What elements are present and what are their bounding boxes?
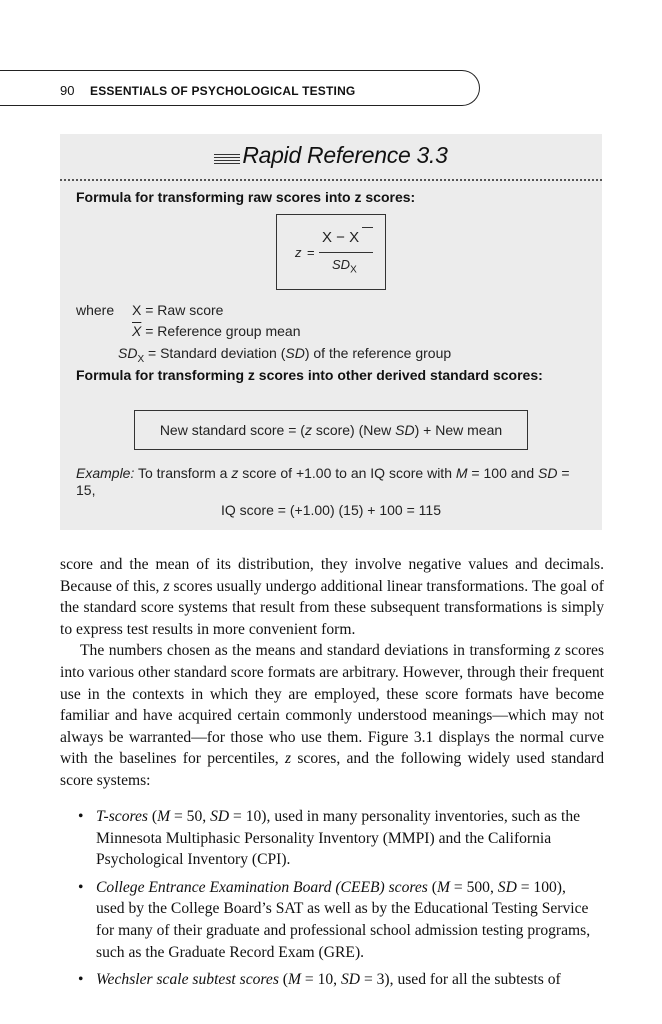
- rapid-reference-title: Rapid Reference 3.3: [242, 142, 448, 168]
- bullet-desc: , used for all the subtests of: [389, 971, 561, 989]
- symbol-x: X: [132, 302, 142, 318]
- para1-a: score and the mean of its distribution, they involve negative values and decimals. Because of this,: [60, 556, 604, 595]
- bullet-sd: SD: [497, 878, 517, 896]
- formula-numerator-text: X − X: [322, 229, 360, 246]
- bullet-params-a: (: [427, 878, 437, 896]
- bullet-params-a: (: [278, 971, 288, 989]
- list-item: [78, 877, 598, 963]
- bullet-dot: •: [78, 808, 84, 825]
- dotted-divider: [60, 179, 602, 181]
- ns-formula-z: z: [304, 422, 312, 438]
- list-item: [78, 969, 598, 991]
- bullet-params-c: = 10): [229, 808, 267, 825]
- bullet-desc: , used in many personality inventories, such as the Minnesota Multiphasic Personality Inventory (MMPI) and the California Psychological Inventory (CPI).: [96, 808, 581, 869]
- numerator-mean-overline: [362, 227, 373, 228]
- body-text: [60, 554, 604, 792]
- page-number: 90: [60, 83, 75, 98]
- bullet-term: T-scores: [96, 808, 148, 825]
- def-sd-a: = Standard deviation (: [148, 345, 286, 361]
- ns-formula-b: score) (New: [311, 422, 396, 438]
- example-b: score of +1.00 to an IQ score with: [238, 465, 456, 481]
- ns-formula-a: New standard score = (: [159, 422, 305, 438]
- z-formula-box: [276, 214, 386, 290]
- formula-z: z: [295, 245, 302, 260]
- example-label: Example:: [76, 465, 135, 481]
- list-item: [78, 806, 598, 871]
- where-line-raw: [132, 302, 223, 318]
- bullet-params-c: = 100): [516, 878, 563, 896]
- heading-z-to-derived: Formula for transforming z scores into other derived standard scores:: [76, 367, 543, 383]
- example-c: = 100 and: [467, 465, 538, 481]
- formula-denominator-main: SD: [332, 257, 351, 272]
- paragraph-2: [60, 640, 604, 791]
- para1-b: scores usually undergo additional linear transformations. The goal of the standard score systems that result from these subsequent transformations is simply to express test results in more convenient form.: [60, 577, 604, 638]
- para2-z2: z: [284, 750, 292, 768]
- running-head: ESSENTIALS OF PSYCHOLOGICAL TESTING: [90, 84, 356, 98]
- example-a: To transform a: [134, 465, 232, 481]
- rapid-reference-box: [60, 134, 602, 530]
- example-text: [76, 465, 586, 499]
- example-d: = 15,: [76, 465, 570, 498]
- standard-score-list: [78, 806, 598, 991]
- bullet-params-b: = 500,: [449, 878, 498, 896]
- bullet-term: College Entrance Examination Board (CEEB) scores: [96, 878, 428, 896]
- para2-c: scores, and the following widely used standard score systems:: [60, 750, 604, 789]
- formula-denominator-sub: X: [350, 264, 357, 276]
- bullet-params-b: = 10,: [301, 971, 341, 989]
- bullet-params-a: (: [147, 808, 158, 825]
- speed-lines-icon: [214, 154, 240, 164]
- def-group-mean: = Reference group mean: [145, 323, 301, 339]
- symbol-sd-sub: X: [137, 353, 145, 365]
- where-line-mean: [132, 323, 301, 339]
- paragraph-1: [60, 554, 604, 640]
- new-standard-score-formula: [134, 410, 528, 450]
- bullet-sd: SD: [210, 808, 230, 825]
- def-raw-score: = Raw score: [145, 302, 224, 318]
- bullet-m: M: [436, 878, 450, 896]
- where-line-sd: [118, 345, 451, 365]
- para1-z: z: [163, 577, 170, 595]
- bullet-desc: , used by the College Board’s SAT as well as by the Educational Testing Service for many of their graduate and professional school admission testing programs, such as the Graduate Record Exam (GRE).: [96, 878, 591, 961]
- rapid-reference-title-row: [60, 142, 602, 169]
- para2-b: scores into various other standard score formats are arbitrary. However, through their frequent use in the contexts in which they are employed, these score formats have become familiar and have acquired certain commonly understood meanings—which may not always be warranted—for those who use them. Figure 3.1 displays the normal curve with the baselines for percentiles,: [60, 642, 605, 768]
- bullet-dot: •: [78, 878, 84, 896]
- example-sd: SD: [538, 465, 558, 481]
- iq-score-calculation: IQ score = (+1.00) (15) + 100 = 115: [221, 502, 441, 518]
- formula-denominator: [332, 257, 357, 276]
- bullet-m: M: [288, 971, 301, 989]
- bullet-term: Wechsler scale subtest scores: [96, 971, 279, 989]
- bullet-sd: SD: [340, 971, 361, 989]
- formula-numerator: [322, 229, 359, 246]
- bullet-params-b: = 50,: [170, 808, 211, 825]
- bullet-dot: •: [78, 971, 84, 989]
- example-m: M: [455, 465, 468, 481]
- para2-z: z: [554, 642, 561, 660]
- ns-formula-sd: SD: [395, 422, 415, 438]
- def-sd-italic: SD: [285, 345, 305, 361]
- formula-equals: =: [307, 245, 315, 260]
- bullet-params-c: = 3): [360, 971, 390, 989]
- where-label: where: [76, 302, 115, 318]
- ns-formula-c: ) + New mean: [414, 422, 503, 438]
- para2-a: The numbers chosen as the means and standard deviations in transforming: [80, 642, 555, 660]
- bullet-m: M: [157, 808, 171, 825]
- def-sd-b: ) of the reference group: [304, 345, 452, 361]
- symbol-sd: SD: [118, 345, 138, 361]
- example-z: z: [231, 465, 239, 481]
- symbol-x-bar: $\overline{X}$: [132, 323, 142, 339]
- fraction-bar: [319, 252, 373, 253]
- heading-raw-to-z: Formula for transforming raw scores into z scores:: [76, 189, 416, 205]
